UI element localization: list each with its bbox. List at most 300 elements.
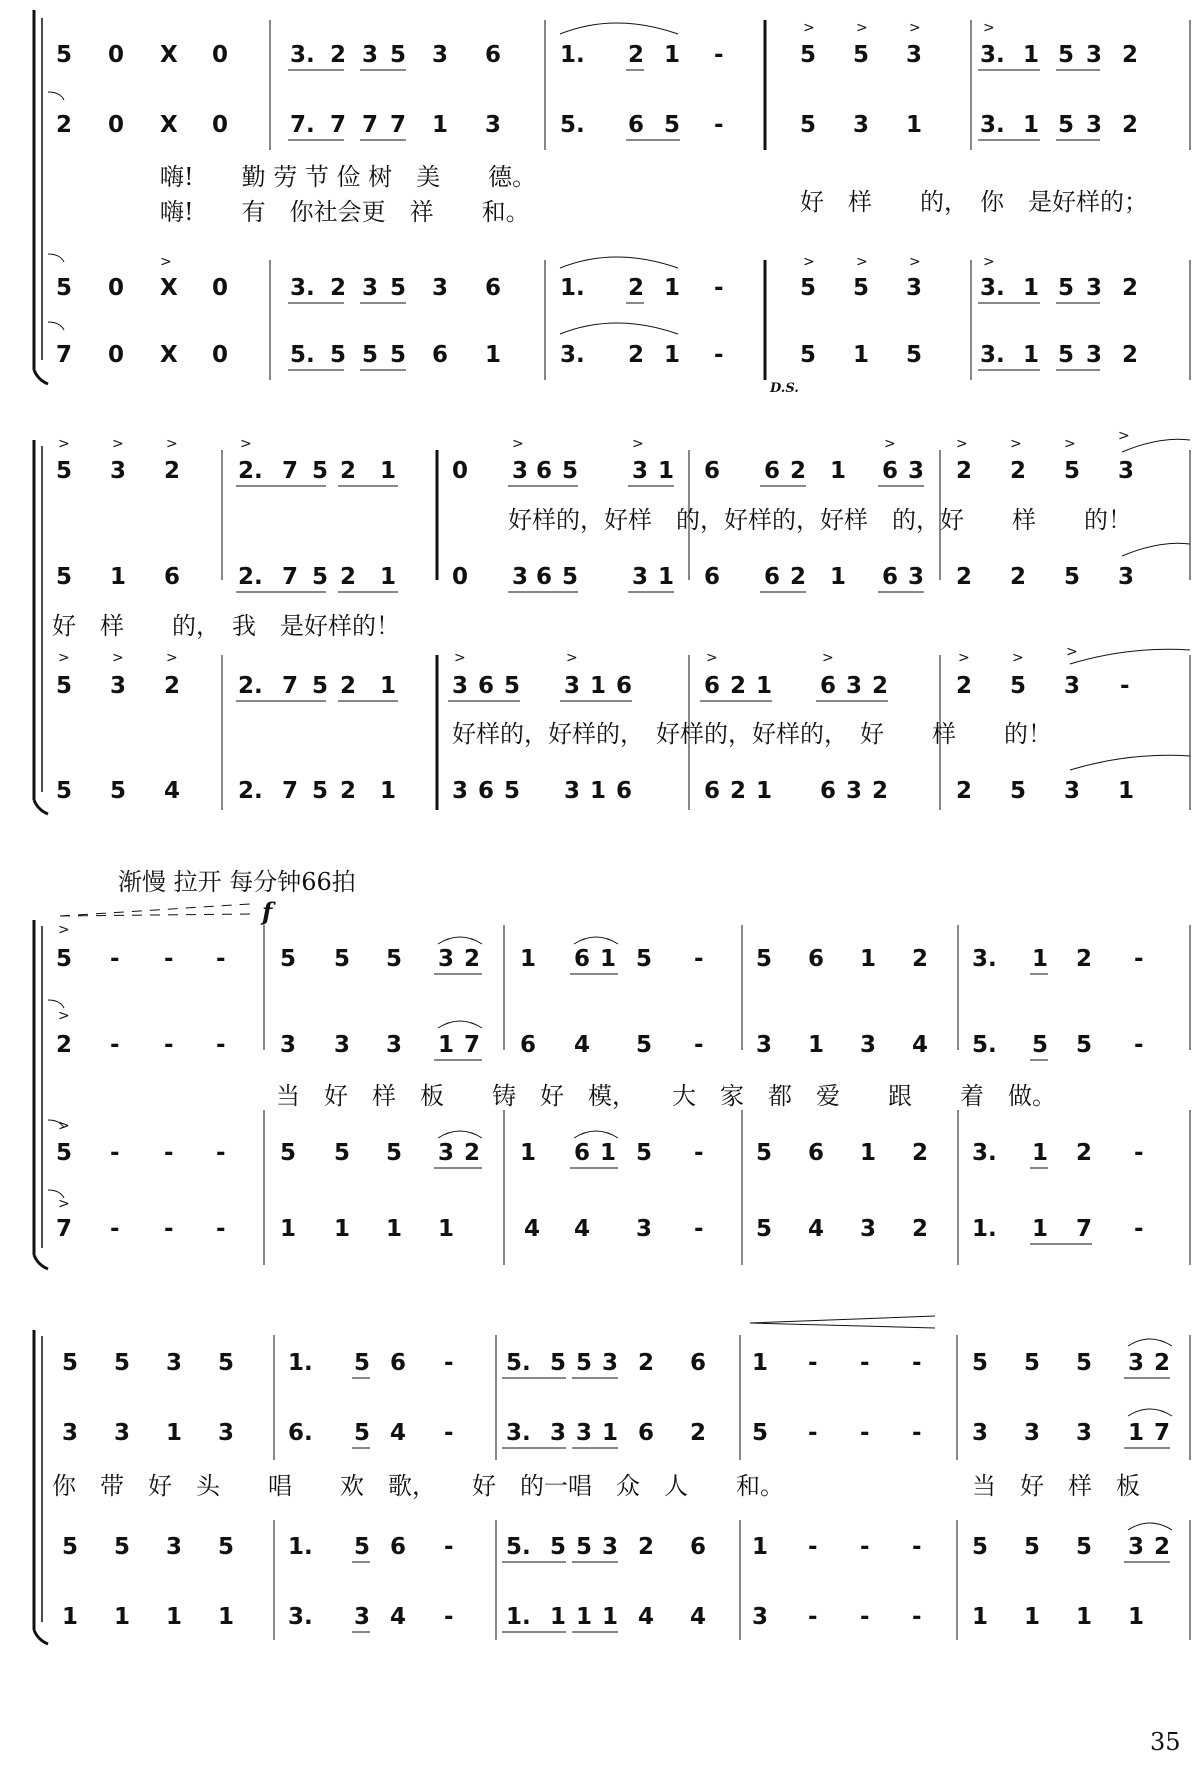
note: -	[860, 1604, 870, 1630]
part-row	[62, 1409, 1172, 1448]
page-number: 35	[1150, 1728, 1181, 1756]
note: 2	[912, 1216, 929, 1242]
note: 6	[628, 112, 645, 138]
note: -	[444, 1604, 454, 1630]
note: 6	[704, 673, 721, 699]
note: 2	[464, 1140, 481, 1166]
note: 6	[478, 778, 495, 804]
note: -	[808, 1534, 818, 1560]
note: 2	[638, 1534, 655, 1560]
part-row	[48, 254, 1138, 303]
note: 1	[906, 112, 923, 138]
note: 2	[340, 458, 357, 484]
accent-mark: >	[454, 650, 466, 666]
note: 7	[282, 778, 299, 804]
accent-mark: >	[884, 436, 896, 452]
lyric-line: 好 样 的， 我 是好样的！	[52, 612, 400, 640]
note: 7	[362, 112, 379, 138]
note: -	[860, 1420, 870, 1446]
note: 2	[956, 673, 973, 699]
note: 5	[550, 1534, 567, 1560]
note: 5	[312, 673, 329, 699]
note: 3	[860, 1032, 877, 1058]
note: 1	[1032, 1140, 1049, 1166]
note: X	[160, 342, 178, 368]
note: 3	[1076, 1420, 1093, 1446]
note: 5	[362, 342, 379, 368]
note: 2	[956, 778, 973, 804]
note: -	[164, 1216, 174, 1242]
note: -	[808, 1420, 818, 1446]
note: 7	[330, 112, 347, 138]
decrescendo-hairpin	[60, 904, 250, 916]
note: 5	[636, 1032, 653, 1058]
note: 3	[908, 564, 925, 590]
note: 2	[56, 112, 73, 138]
note: 4	[390, 1604, 407, 1630]
accent-mark: >	[58, 1008, 70, 1024]
note: 3	[438, 1140, 455, 1166]
note: -	[110, 1032, 120, 1058]
note: 3.	[288, 1604, 313, 1630]
tie	[1128, 1523, 1172, 1530]
note: 6	[808, 1140, 825, 1166]
note: 1	[62, 1604, 79, 1630]
slur	[560, 23, 678, 34]
part-row	[56, 755, 1190, 804]
note: 3	[432, 275, 449, 301]
part-row	[62, 1339, 1172, 1378]
note: 5	[62, 1350, 79, 1376]
accent-mark: >	[112, 436, 124, 452]
note: 2	[340, 778, 357, 804]
accent-mark: >	[166, 650, 178, 666]
note: 0	[212, 342, 229, 368]
note: 2	[1122, 342, 1139, 368]
lyric-line: 嗨! 勤 劳 节 俭 树 美 德。	[160, 163, 537, 191]
note: 7.	[290, 112, 315, 138]
note: -	[694, 1140, 704, 1166]
part-row	[48, 322, 1138, 396]
note: -	[216, 1032, 226, 1058]
accent-mark: >	[822, 650, 834, 666]
note: -	[216, 946, 226, 972]
note: 3	[756, 1032, 773, 1058]
note: 1	[576, 1604, 593, 1630]
system-bracket	[34, 10, 48, 384]
note: 0	[212, 275, 229, 301]
accent-mark: >	[58, 1196, 70, 1212]
note: 3	[636, 1216, 653, 1242]
note: 2	[790, 458, 807, 484]
dynamic-forte: f	[262, 897, 273, 926]
note: 1.	[288, 1350, 313, 1376]
part-row	[56, 428, 1190, 486]
note: 5	[576, 1534, 593, 1560]
note: 2	[1154, 1350, 1171, 1376]
note: 5	[853, 42, 870, 68]
note: 1.	[560, 275, 585, 301]
note: X	[160, 42, 178, 68]
note: 5	[1064, 458, 1081, 484]
note: 3	[452, 673, 469, 699]
note: 3.	[972, 946, 997, 972]
note: 3.	[972, 1140, 997, 1166]
note: 1	[590, 778, 607, 804]
note: 5	[354, 1420, 371, 1446]
note: 5	[1010, 673, 1027, 699]
note: 1	[1024, 1604, 1041, 1630]
note: 0	[108, 342, 125, 368]
note: 7	[390, 112, 407, 138]
note: 2	[1122, 275, 1139, 301]
note: 5	[334, 946, 351, 972]
note: 5	[280, 1140, 297, 1166]
note: 1	[1076, 1604, 1093, 1630]
accent-mark: >	[803, 254, 815, 270]
note: -	[860, 1350, 870, 1376]
note: 6	[485, 42, 502, 68]
note: 5.	[506, 1350, 531, 1376]
note: 6	[690, 1350, 707, 1376]
note: 1	[590, 673, 607, 699]
note: 5	[114, 1350, 131, 1376]
note: 1	[1023, 112, 1040, 138]
note: 1	[600, 1140, 617, 1166]
note: 1	[600, 946, 617, 972]
note: 5	[386, 946, 403, 972]
note: 4	[164, 778, 181, 804]
note: 7	[282, 458, 299, 484]
note: 1.	[288, 1534, 313, 1560]
note: 6	[690, 1534, 707, 1560]
accent-mark: >	[1010, 436, 1022, 452]
note: 2	[790, 564, 807, 590]
note: 3	[362, 275, 379, 301]
note: 2.	[238, 673, 263, 699]
tie	[574, 937, 618, 944]
note: 3	[1086, 275, 1103, 301]
note: 6	[764, 458, 781, 484]
note: -	[1134, 1140, 1144, 1166]
system-bracket	[34, 1330, 48, 1644]
note: 5.	[506, 1534, 531, 1560]
note: 5	[56, 275, 73, 301]
accent-mark: >	[856, 254, 868, 270]
note: 5	[390, 275, 407, 301]
note: 3	[218, 1420, 235, 1446]
note: 3	[860, 1216, 877, 1242]
note: 3.	[560, 342, 585, 368]
note: 3	[62, 1420, 79, 1446]
note: 6.	[288, 1420, 313, 1446]
tie	[438, 1021, 482, 1028]
note: 6	[390, 1350, 407, 1376]
note: 4	[524, 1216, 541, 1242]
lyric-line: 当 好 样 板	[972, 1472, 1140, 1500]
note: -	[216, 1216, 226, 1242]
note: 2.	[238, 564, 263, 590]
note: 6	[485, 275, 502, 301]
note: 1	[972, 1604, 989, 1630]
note: 5	[800, 342, 817, 368]
note: 3	[1128, 1350, 1145, 1376]
note: 4	[690, 1604, 707, 1630]
note: 1	[520, 946, 537, 972]
note: 5	[56, 1140, 73, 1166]
note: 2	[1122, 112, 1139, 138]
note: 5	[1076, 1032, 1093, 1058]
note: 6	[390, 1534, 407, 1560]
note: 5	[114, 1534, 131, 1560]
note: 0	[108, 42, 125, 68]
note: 1	[166, 1420, 183, 1446]
lyric-line: 当 好 样 板 铸 好 模， 大 家 都 爱 跟 着 做。	[276, 1082, 1056, 1110]
note: 5	[56, 564, 73, 590]
accent-mark: >	[1118, 428, 1130, 444]
note: 3.	[980, 342, 1005, 368]
note: 1	[380, 673, 397, 699]
accent-mark: >	[566, 650, 578, 666]
accent-mark: >	[512, 436, 524, 452]
note: 3.	[980, 42, 1005, 68]
part-row	[48, 1190, 1144, 1244]
note: 3.	[980, 112, 1005, 138]
note: 3	[1128, 1534, 1145, 1560]
note: 1	[658, 458, 675, 484]
note: 5	[576, 1350, 593, 1376]
accent-mark: >	[240, 436, 252, 452]
crescendo-hairpin	[750, 1316, 935, 1328]
lyric-line: 嗨! 有 你社会更 祥 和。	[160, 198, 530, 226]
lyric-line: 好样的，好样 的，好样的，好样 的，好 样 的！	[508, 506, 1132, 534]
note: 0	[108, 275, 125, 301]
note: 1	[1128, 1604, 1145, 1630]
note: 2	[330, 42, 347, 68]
note: -	[164, 946, 174, 972]
note: 0	[212, 42, 229, 68]
note: 6	[520, 1032, 537, 1058]
note: 1	[602, 1420, 619, 1446]
note: 3	[432, 42, 449, 68]
note: 0	[108, 112, 125, 138]
ds-mark: D.S.	[770, 381, 799, 396]
note: 1	[280, 1216, 297, 1242]
note: 1	[664, 42, 681, 68]
note: 2	[1010, 564, 1027, 590]
accent-mark: >	[856, 20, 868, 36]
note: 6	[478, 673, 495, 699]
note: 1	[756, 778, 773, 804]
note: -	[444, 1534, 454, 1560]
tie	[1070, 649, 1190, 664]
note: 3	[1086, 342, 1103, 368]
note: 5	[312, 564, 329, 590]
tie	[1070, 755, 1190, 770]
note: 3	[512, 564, 529, 590]
note: 6	[820, 673, 837, 699]
note: 5	[56, 458, 73, 484]
note: 3.	[980, 275, 1005, 301]
note: 2.	[238, 458, 263, 484]
note: 2	[638, 1350, 655, 1376]
note: 1	[853, 342, 870, 368]
note: 2	[330, 275, 347, 301]
note: 5	[504, 673, 521, 699]
note: -	[164, 1032, 174, 1058]
note: 3	[564, 778, 581, 804]
breath-curve	[48, 254, 64, 262]
note: -	[714, 342, 724, 368]
note: -	[912, 1604, 922, 1630]
note: 5.	[560, 112, 585, 138]
note: 2	[912, 1140, 929, 1166]
note: 1	[166, 1604, 183, 1630]
tie	[1122, 543, 1190, 556]
accent-mark: >	[58, 922, 70, 938]
note: 3	[853, 112, 870, 138]
note: 3	[1086, 112, 1103, 138]
note: 2	[1122, 42, 1139, 68]
note: 5	[334, 1140, 351, 1166]
accent-mark: >	[160, 254, 172, 270]
part-row	[56, 644, 1190, 701]
note: 5	[636, 1140, 653, 1166]
note: 1	[830, 458, 847, 484]
note: 5	[756, 946, 773, 972]
note: 2.	[238, 778, 263, 804]
note: 5	[972, 1534, 989, 1560]
note: 3	[452, 778, 469, 804]
system-bracket	[34, 920, 48, 1269]
note: 5	[1058, 112, 1075, 138]
note: 1	[756, 673, 773, 699]
note: 5	[218, 1350, 235, 1376]
note: 0	[212, 112, 229, 138]
note: 5	[853, 275, 870, 301]
note: 5	[636, 946, 653, 972]
note: 3	[752, 1604, 769, 1630]
note: 0	[452, 458, 469, 484]
note: 2	[956, 564, 973, 590]
note: 1	[664, 342, 681, 368]
accent-mark: >	[958, 650, 970, 666]
note: 5	[972, 1350, 989, 1376]
note: 2	[1076, 946, 1093, 972]
note: 5	[390, 342, 407, 368]
note: 1	[1032, 1216, 1049, 1242]
note: 3	[1024, 1420, 1041, 1446]
tie	[1128, 1409, 1172, 1416]
note: 6	[882, 458, 899, 484]
note: 5	[56, 673, 73, 699]
note: 3	[972, 1420, 989, 1446]
note: 3	[550, 1420, 567, 1446]
note: -	[694, 1032, 704, 1058]
note: 1	[550, 1604, 567, 1630]
note: 1	[664, 275, 681, 301]
note: 7	[56, 1216, 73, 1242]
note: 2	[164, 673, 181, 699]
note: 5	[1024, 1534, 1041, 1560]
note: 3	[632, 564, 649, 590]
note: 4	[808, 1216, 825, 1242]
note: 5	[1058, 275, 1075, 301]
note: 3	[908, 458, 925, 484]
note: 1	[438, 1032, 455, 1058]
note: 6	[616, 673, 633, 699]
note: 5	[562, 458, 579, 484]
note: 6	[882, 564, 899, 590]
note: 3	[362, 42, 379, 68]
note: 7	[282, 564, 299, 590]
note: 3	[602, 1534, 619, 1560]
note: 1	[485, 342, 502, 368]
note: 0	[452, 564, 469, 590]
note: 1	[110, 564, 127, 590]
system-3	[34, 868, 1190, 1269]
note: 6	[536, 564, 553, 590]
note: -	[808, 1604, 818, 1630]
note: -	[860, 1534, 870, 1560]
tie	[438, 1131, 482, 1138]
note: 1	[114, 1604, 131, 1630]
note: 2	[912, 946, 929, 972]
note: 5	[386, 1140, 403, 1166]
note: 3.	[506, 1420, 531, 1446]
note: 1	[752, 1350, 769, 1376]
accent-mark: >	[1064, 436, 1076, 452]
note: 2	[1154, 1534, 1171, 1560]
note: 1	[1023, 42, 1040, 68]
note: 5	[664, 112, 681, 138]
note: 2	[56, 1032, 73, 1058]
note: 2	[730, 778, 747, 804]
note: 5	[1064, 564, 1081, 590]
note: 7	[282, 673, 299, 699]
accent-mark: >	[112, 650, 124, 666]
note: -	[714, 112, 724, 138]
note: 3	[386, 1032, 403, 1058]
note: 1	[860, 1140, 877, 1166]
note: 1	[830, 564, 847, 590]
tie	[1128, 1339, 1172, 1346]
note: 5	[800, 275, 817, 301]
note: 5	[504, 778, 521, 804]
note: 5.	[290, 342, 315, 368]
note: 2	[340, 564, 357, 590]
note: 6	[574, 1140, 591, 1166]
note: 2	[628, 342, 645, 368]
note: -	[216, 1140, 226, 1166]
note: 2	[956, 458, 973, 484]
note: 5	[1024, 1350, 1041, 1376]
note: 1	[860, 946, 877, 972]
note: 4	[390, 1420, 407, 1446]
system-2	[34, 428, 1190, 814]
note: 2	[1076, 1140, 1093, 1166]
lyric-line: 你 带 好 头 唱 欢 歌， 好 的一唱 众 人 和。	[52, 1472, 784, 1500]
note: 5	[354, 1534, 371, 1560]
note: -	[694, 946, 704, 972]
note: 5	[312, 778, 329, 804]
part-row	[56, 20, 1138, 70]
note: 1	[334, 1216, 351, 1242]
note: 2	[730, 673, 747, 699]
note: -	[808, 1350, 818, 1376]
note: 5	[550, 1350, 567, 1376]
note: 2	[628, 275, 645, 301]
